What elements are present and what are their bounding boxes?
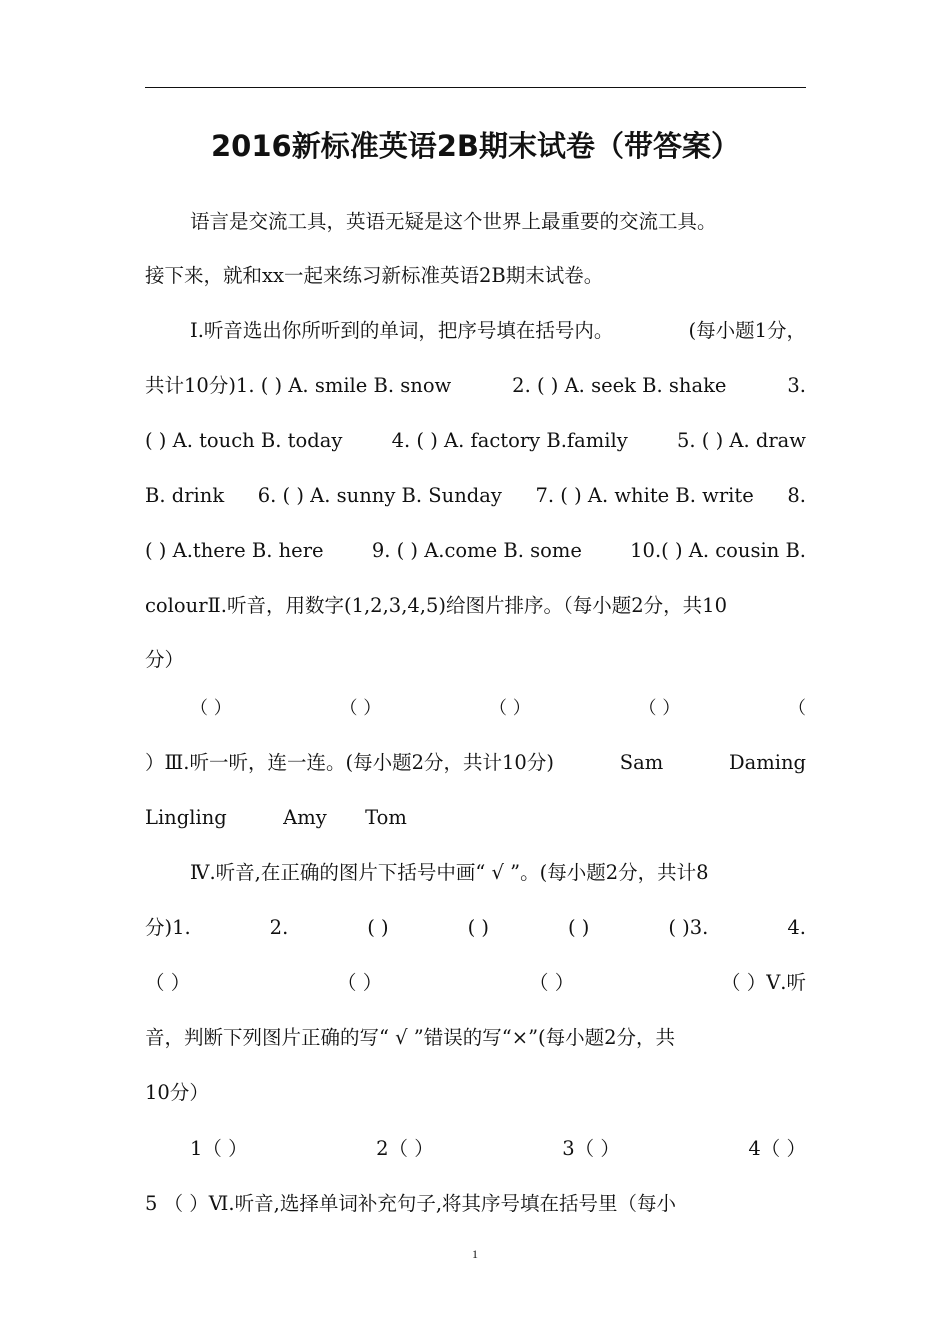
name-label: Amy [283, 806, 327, 829]
text-segment: 共计10分)1. ( ) A. smile B. snow [145, 374, 452, 397]
text-segment: Ⅰ.听音选出你所听到的单词，把序号填在括号内。 [190, 319, 614, 342]
text-segment: ( ) A. touch B. today [145, 429, 343, 452]
text-segment: 10分） [145, 1081, 209, 1104]
text-segment: Ⅳ.听音,在正确的图片下括号中画“ √ ”。(每小题2分，共计8 [190, 861, 709, 884]
text-segment: 语言是交流工具，英语无疑是这个世界上最重要的交流工具。 [190, 210, 717, 233]
answer-blank: （ ） [145, 971, 191, 994]
paragraph-line [145, 1078, 806, 1108]
text-segment: 5. ( ) A. draw [676, 429, 806, 452]
text-segment: 分)1. [145, 916, 191, 939]
name-label: Lingling [145, 806, 227, 829]
text-segment: 4. ( ) A. factory B.family [391, 429, 628, 452]
answer-blank: ( ) [567, 916, 590, 939]
text-segment: 2. ( ) A. seek B. shake [512, 374, 727, 397]
text-segment: 2. [269, 916, 289, 939]
section-heading-line [145, 748, 806, 778]
text-segment: 8. [787, 484, 806, 507]
question-line [145, 481, 806, 511]
paragraph-line [190, 207, 806, 237]
answer-blank: （ ） [190, 698, 232, 719]
page-number: 1 [472, 1247, 478, 1261]
answer-blank: ( ) [367, 916, 389, 939]
question-line [145, 913, 806, 943]
question-line [145, 536, 806, 566]
text-segment: 5 （ ）Ⅵ.听音,选择单词补充句子,将其序号填在括号里（每小 [145, 1192, 677, 1215]
answer-blank: （ [788, 698, 806, 719]
text-segment: ( ) A.there B. here [145, 539, 324, 562]
section-heading-line [190, 316, 806, 346]
text-segment: 9. ( ) A.come B. some [371, 539, 582, 562]
text-segment: B. drink [145, 484, 225, 507]
text-segment: （ ）Ⅴ.听 [721, 971, 806, 994]
answer-blank: （ ） [489, 698, 531, 719]
names-line [145, 803, 806, 833]
text-segment: 3. [787, 374, 806, 397]
section-heading-line [190, 858, 806, 888]
text-segment: 4. [787, 916, 806, 939]
answer-blank: 2（ ） [376, 1137, 434, 1160]
text-segment: colourⅡ.听音，用数字(1,2,3,4,5)给图片排序。（每小题2分，共10 [145, 594, 727, 617]
answer-blanks-line [145, 968, 806, 998]
name-label: Tom [365, 806, 407, 829]
text-segment: 10.( ) A. cousin B. [630, 539, 806, 562]
header-rule [145, 87, 806, 88]
paragraph-line [145, 261, 806, 291]
document-title: 2016新标准英语2B期末试卷（带答案） [211, 129, 740, 163]
answer-blank: （ ） [529, 971, 575, 994]
section-heading-line [145, 1189, 806, 1219]
text-segment: ）Ⅲ.听一听，连一连。(每小题2分，共计10分) [145, 751, 554, 774]
text-segment: 接下来，就和xx一起来练习新标准英语2B期末试卷。 [145, 264, 604, 287]
name-label: Sam [619, 751, 664, 774]
section-heading-line [145, 591, 806, 621]
answer-blank: 4（ ） [748, 1137, 806, 1160]
answer-blank: 1（ ） [190, 1137, 248, 1160]
answer-blank: （ ） [339, 698, 382, 719]
answer-blanks-line [190, 694, 806, 724]
answer-blank: ( )3. [668, 916, 709, 939]
name-label: Daming [728, 751, 806, 774]
answer-blank: （ ） [638, 698, 681, 719]
text-segment: (每小题1分， [688, 319, 806, 342]
text-segment: 音，判断下列图片正确的写“ √ ”错误的写“×”(每小题2分，共 [145, 1026, 676, 1049]
section-heading-line [145, 1023, 806, 1053]
question-line [145, 426, 806, 456]
text-segment: 7. ( ) A. white B. write [535, 484, 754, 507]
text-segment: 6. ( ) A. sunny B. Sunday [257, 484, 502, 507]
answer-blanks-line [190, 1134, 806, 1164]
question-line [145, 371, 806, 401]
text-segment: 分） [145, 648, 185, 671]
answer-blank: 3（ ） [562, 1137, 620, 1160]
answer-blank: （ ） [337, 971, 383, 994]
paragraph-line [145, 645, 806, 675]
answer-blank: ( ) [467, 916, 490, 939]
